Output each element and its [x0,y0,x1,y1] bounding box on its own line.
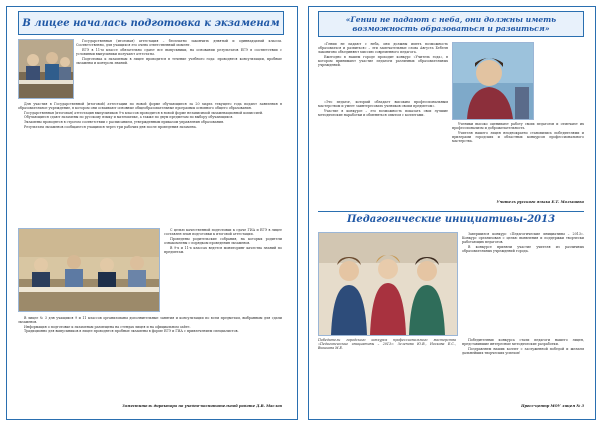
photo-exam-room-image [19,229,159,311]
photo-teachers-group [318,232,458,336]
photo-students-exam-image [19,40,73,98]
paragraph: Государственная (итоговая) аттестация – бесплатно закончить девятый и одиннадцатый классы. Соответственно, для учащихся это очень ответственный момент. [76,39,282,48]
paragraph: Проведены родительские собрания, на которых родители ознакомлены с порядком проведения экзаменов. [164,236,282,245]
left-text-mid-right [164,228,282,312]
right-signature-1: Учитель русского языка Е.Т. Малышева [496,200,584,204]
paragraph: Для участия в Государственной (итоговой) аттестации по новой форме обучающиеся за 20 марта текущего года подают заявления в образовательное учреждение, в котором они осваивают основные общеобразовательные программы основного общего образования. [18,102,282,111]
paragraph: В конкурсе приняли участие учителя из различных образовательных учреждений города. [462,244,584,253]
left-text-top [76,39,282,99]
paragraph: С целью качественной подготовки к сдаче ГИА и ЕГЭ в лицее составлен план подготовки к итоговой аттестации. [164,228,282,237]
left-text-bottom [18,316,282,402]
paragraph: В лицее № 3 для учащихся 9 и 11 классов организованы дополнительные занятия и консультации по всем предметам, выбранным для сдачи экзаменов. [18,316,282,325]
right-text-e [462,338,584,400]
paragraph: Подготовка к экзаменам в лицее проводится в течение учебного года: проводятся консультации, пробные экзамены и контроль знаний. [76,56,282,65]
photo-teacher-portrait-image [453,43,533,119]
right-headline: «Гении не падают с неба, они должны иметь возможность образоваться и развиться» [318,11,584,37]
left-signature: Заместитель директора по учебно-воспитательной работе Д.В. Маслов [122,404,282,408]
photo-teachers-group-image [319,233,457,335]
right-page [302,0,600,424]
paragraph: Ученики высоко оценивают работу своих педагогов и отмечают их профессионализм и доброжелательность. [452,122,584,131]
photo-exam-room [18,228,160,312]
paragraph: Поздравляем наших коллег с заслуженной победой и желаем дальнейших творческих успехов! [462,346,584,355]
photo-caption: Победители городского конкурса профессионального мастерства «Педагогические инициативы – 2013»: Зеленова Ю.В., Носкова Е.С., Вышкова М.Е. [318,338,456,351]
paragraph: Ежегодно в нашем городе проходит конкурс «Учитель года», в котором принимают участие педагоги различных образовательных учреждений. [318,54,448,68]
paragraph: Экзамены проводятся в строгом соответствии с расписанием, утвержденным приказом управления образования. [24,120,225,125]
paragraph: Государственная (итоговая) аттестация выпускников 9-х классов проводится в новой форме независимой экзаменационной комиссией. [24,110,264,115]
photo-teacher-portrait [452,42,534,120]
section-divider [318,211,584,212]
right-signature-2: Пресс-центр МОУ лицея № 3 [521,404,584,408]
right-text-b [318,100,448,192]
paragraph: ЕГЭ в 11-м классе обязательно сдают все выпускники, на основании результатов ЕГЭ в соответствии с условиями выпускники получают аттестаты. [76,47,282,56]
paragraph: «Это педагог, который обладает высоким профессиональным мастерством и умеет заинтересовать учеников своим предметом». [318,100,448,109]
section-title-initiatives: Педагогические инициативы-2013 [346,214,556,225]
paragraph: Обучающиеся сдают экзамены по русскому языку и математике, а также по двум предметам по выбору обучающихся. [24,115,234,120]
right-text-c [452,122,584,198]
left-headline: В лицее началась подготовка к экзаменам [18,11,284,35]
paragraph: Победителями конкурса стали педагоги нашего лицея, представившие интересные методические разработки. [462,338,584,347]
photo-students-exam [18,39,74,99]
paragraph: Завершился конкурс «Педагогические инициативы – 2013». Конкурс организован с целью выявления и поддержки творчески работающих педагогов. [462,232,584,245]
paragraph: Традиционно для выпускников в лицее проводятся пробные экзамены в форме ЕГЭ и ГИА с привлечением специалистов. [24,329,239,334]
paragraph: Информация о подготовке к экзаменам размещена на стендах лицея и на официальном сайте. [24,324,191,329]
right-text-a [318,42,448,98]
paragraph: Результаты экзаменов сообщаются учащимся через три рабочих дня после проведения экзамена. [24,124,197,129]
paragraph: Учителя нашего лицея неоднократно становились победителями и призерами городских и областных конкурсов профессионального мастерства. [452,130,584,143]
left-text-full [18,102,282,220]
paragraph: В 9-х и 11-х классах ведется мониторинг качества знаний по предметам. [164,245,282,254]
right-text-d [462,232,584,336]
paragraph: Участие в конкурсе – это возможность показать свои лучшие методические наработки и обменяться опытом с коллегами. [318,108,448,117]
paragraph: «Гении не падают с неба, они должны иметь возможность образоваться и развиться» – эти замечательные слова Августа Бебеля лаконично объединяют миссию современного педагога. [318,42,448,55]
